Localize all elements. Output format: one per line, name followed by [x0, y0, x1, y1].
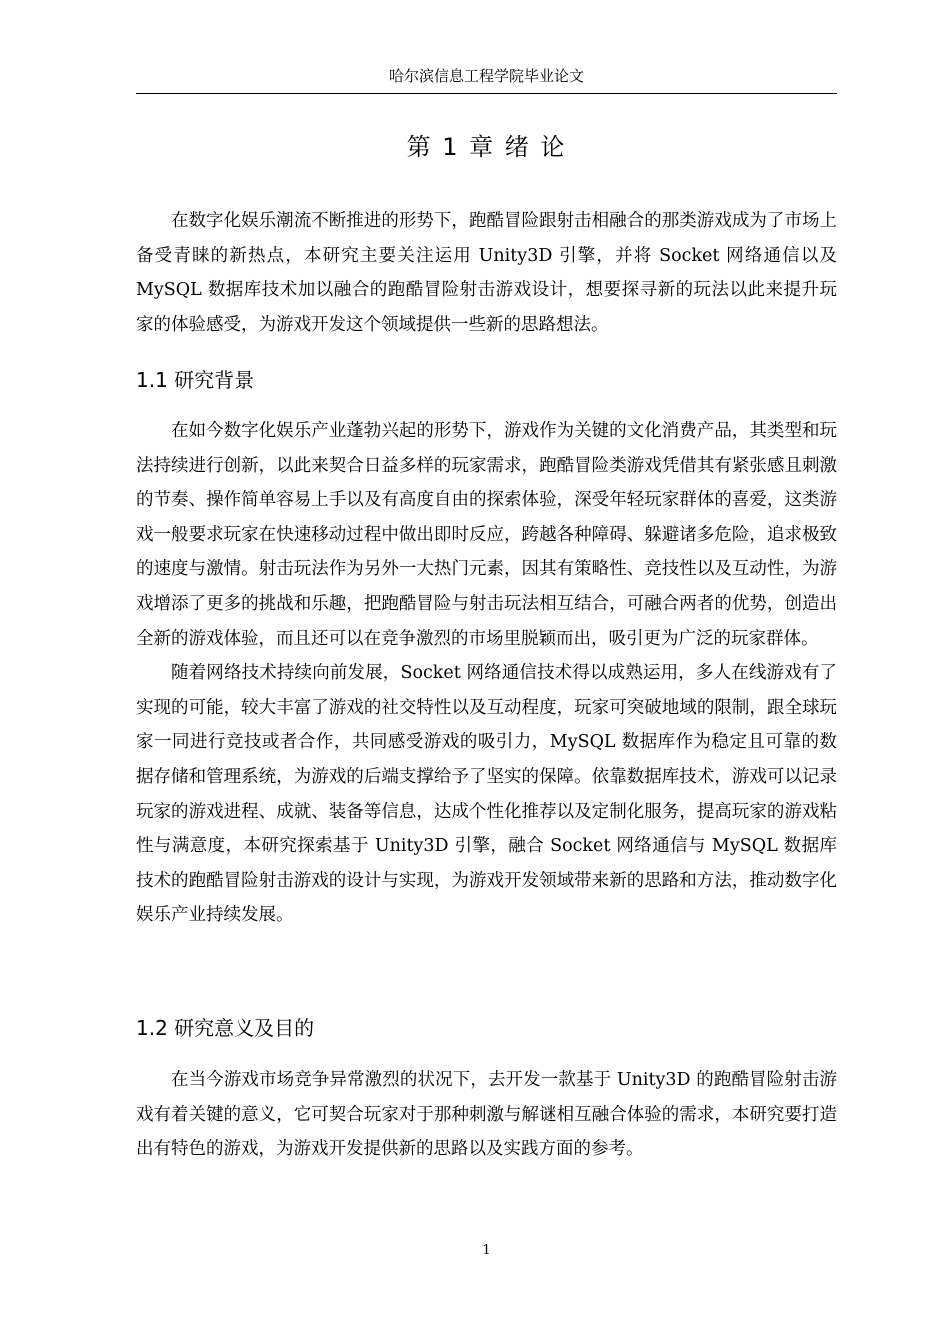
significance-paragraph-1: 在当今游戏市场竞争异常激烈的状况下，去开发一款基于 Unity3D 的跑酷冒险射击游戏有着关键的意义，它可契合玩家对于那种刺激与解谜相互融合体验的需求，本研究要打造出有特色的游戏，为游戏开发提供新的思路以及实践方面的参考。 [136, 1070, 837, 1160]
running-header [136, 66, 837, 94]
background-paragraph-2: 随着网络技术持续向前发展，Socket 网络通信技术得以成熟运用，多人在线游戏有了实现的可能，较大丰富了游戏的社交特性以及互动程度，玩家可突破地域的限制，跟全球玩家一同进行竞技或者合作，共同感受游戏的吸引力，MySQL 数据库作为稳定且可靠的数据存储和管理系统，为游戏的后端支撑给予了坚实的保障。依靠数据库技术，游戏可以记录玩家的游戏进程、成就、装备等信息，达成个性化推荐以及定制化服务，提高玩家的游戏粘性与满意度，本研究探索基于 Unity3D 引擎，融合 Socket 网络通信与 MySQL 数据库技术的跑酷冒险射击游戏的设计与实现，为游戏开发领域带来新的思路和方法，推动数字化娱乐产业持续发展。 [136, 663, 837, 926]
chapter-title: 第 1 章 绪 论 [406, 133, 567, 161]
intro-paragraph: 在数字化娱乐潮流不断推进的形势下，跑酷冒险跟射击相融合的那类游戏成为了市场上备受青睐的新热点，本研究主要关注运用 Unity3D 引擎，并将 Socket 网络通信以及 MySQL 数据库技术加以融合的跑酷冒险射击游戏设计，想要探寻新的玩法以此来提升玩家的体验感受，为游戏开发这个领域提供一些新的思路想法。 [136, 211, 837, 335]
running-header-title: 哈尔滨信息工程学院毕业论文 [388, 67, 584, 85]
section-heading-1-2: 1.2 研究意义及目的 [136, 1016, 315, 1040]
chapter-intro [136, 204, 837, 342]
background-paragraph-1: 在如今数字化娱乐产业蓬勃兴起的形势下，游戏作为关键的文化消费产品，其类型和玩法持续进行创新，以此来契合日益多样的玩家需求，跑酷冒险类游戏凭借其有紧张感且刺激的节奏、操作简单容易上手以及有高度自由的探索体验，深受年轻玩家群体的喜爱，这类游戏一般要求玩家在快速移动过程中做出即时反应，跨越各种障碍、躲避诸多危险，追求极致的速度与激情。射击玩法作为另外一大热门元素，因其有策略性、竞技性以及互动性，为游戏增添了更多的挑战和乐趣，把跑酷冒险与射击玩法相互结合，可融合两者的优势，创造出全新的游戏体验，而且还可以在竞争激烈的市场里脱颖而出，吸引更为广泛的玩家群体。 [136, 421, 837, 649]
section-heading-1-1: 1.1 研究背景 [136, 368, 255, 392]
section-body-1-1 [136, 414, 837, 933]
page-number: 1 [482, 1243, 491, 1258]
section-body-1-2 [136, 1063, 837, 1167]
